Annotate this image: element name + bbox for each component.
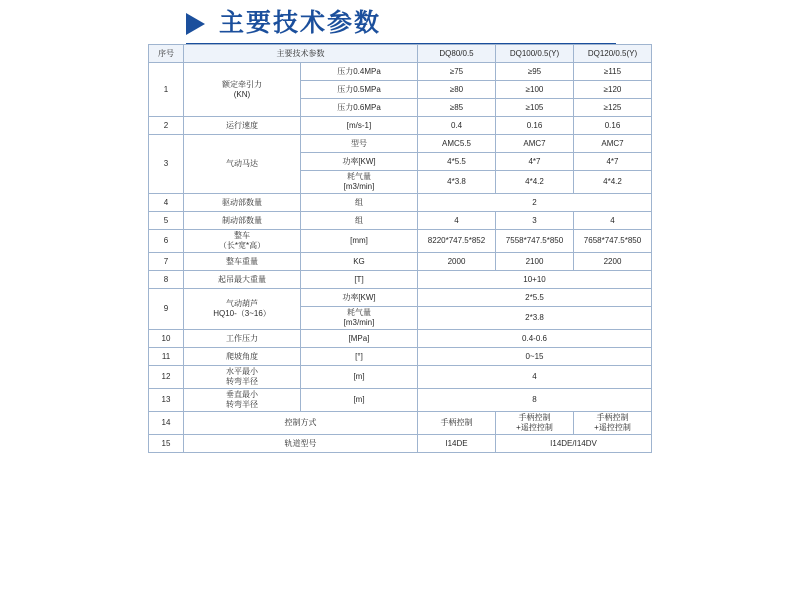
column-header-index: 序号 [149,45,184,63]
cell-value: 0.4 [418,117,496,135]
row-index: 2 [149,117,184,135]
table-row [149,271,652,289]
table-row [149,330,652,348]
row-name: 起吊最大重量 [184,271,301,289]
triangle-right-icon [186,13,205,35]
cell-value: ≥85 [418,99,496,117]
cell-value: ≥115 [574,63,652,81]
cell-value: 2100 [496,253,574,271]
row-name: 气动葫芦 HQ10-（3~16） [184,289,301,330]
table-row [149,135,652,153]
cell-value: ≥105 [496,99,574,117]
row-index: 12 [149,366,184,389]
cell-value: 4 [574,212,652,230]
row-subname: [m] [301,366,418,389]
row-subname: [°] [301,348,418,366]
row-subname: 组 [301,194,418,212]
row-subname: 功率[KW] [301,153,418,171]
table-row [149,389,652,412]
table-row [149,63,652,81]
table-row [149,435,652,453]
table-row [149,348,652,366]
row-subname: [MPa] [301,330,418,348]
row-index: 7 [149,253,184,271]
row-name: 整车 （长*宽*高） [184,230,301,253]
table-row [149,230,652,253]
row-index: 1 [149,63,184,117]
cell-value: AMC5.5 [418,135,496,153]
row-name: 整车重量 [184,253,301,271]
row-name: 垂直最小 转弯半径 [184,389,301,412]
row-subname: 组 [301,212,418,230]
row-name: 轨道型号 [184,435,418,453]
cell-value: I14DE [418,435,496,453]
row-index: 15 [149,435,184,453]
row-name: 水平最小 转弯半径 [184,366,301,389]
column-header-param: 主要技术参数 [184,45,418,63]
row-name: 爬坡角度 [184,348,301,366]
row-subname: 型号 [301,135,418,153]
cell-value: 4*4.2 [496,171,574,194]
row-name: 驱动部数量 [184,194,301,212]
table-row [149,212,652,230]
row-name: 控制方式 [184,412,418,435]
table-row [149,194,652,212]
cell-value: 4*5.5 [418,153,496,171]
cell-value: 0.16 [496,117,574,135]
cell-value: ≥100 [496,81,574,99]
cell-value: 8 [418,389,652,412]
cell-value: ≥125 [574,99,652,117]
cell-value: 4*3.8 [418,171,496,194]
cell-value: 手柄控制 [418,412,496,435]
cell-value: 2200 [574,253,652,271]
row-subname: [T] [301,271,418,289]
cell-value: 4 [418,212,496,230]
table-row [149,289,652,307]
row-name: 制动部数量 [184,212,301,230]
page-title-row [186,8,381,38]
cell-value: 0.16 [574,117,652,135]
cell-value: 手柄控制 +遥控控制 [574,412,652,435]
row-index: 14 [149,412,184,435]
cell-value: 4*7 [496,153,574,171]
cell-value: 2*5.5 [418,289,652,307]
table-header-row [149,45,652,63]
row-subname: 压力0.5MPa [301,81,418,99]
cell-value: 7558*747.5*850 [496,230,574,253]
row-subname: [m] [301,389,418,412]
cell-value: 0~15 [418,348,652,366]
row-subname: 功率[KW] [301,289,418,307]
table-row [149,366,652,389]
row-name: 工作压力 [184,330,301,348]
row-index: 5 [149,212,184,230]
row-subname: 压力0.6MPa [301,99,418,117]
row-index: 6 [149,230,184,253]
row-index: 13 [149,389,184,412]
column-header-model-2: DQ100/0.5(Y) [496,45,574,63]
cell-value: 0.4-0.6 [418,330,652,348]
spec-table [148,44,652,453]
cell-value: AMC7 [574,135,652,153]
row-subname: 耗气量 [m3/min] [301,307,418,330]
cell-value: ≥95 [496,63,574,81]
column-header-model-1: DQ80/0.5 [418,45,496,63]
row-subname: [mm] [301,230,418,253]
cell-value: 2 [418,194,652,212]
cell-value: AMC7 [496,135,574,153]
column-header-model-3: DQ120/0.5(Y) [574,45,652,63]
table-row [149,412,652,435]
row-index: 8 [149,271,184,289]
cell-value: 手柄控制 +遥控控制 [496,412,574,435]
row-index: 3 [149,135,184,194]
cell-value: 4 [418,366,652,389]
cell-value: ≥80 [418,81,496,99]
cell-value: ≥75 [418,63,496,81]
cell-value: 4*7 [574,153,652,171]
table-row [149,117,652,135]
page-title: 主要技术参数 [219,9,382,37]
row-subname: 耗气量 [m3/min] [301,171,418,194]
row-subname: 压力0.4MPa [301,63,418,81]
row-subname: [m/s-1] [301,117,418,135]
spec-table-body [149,45,652,453]
row-index: 11 [149,348,184,366]
row-name: 运行速度 [184,117,301,135]
cell-value: 4*4.2 [574,171,652,194]
row-index: 9 [149,289,184,330]
table-row [149,253,652,271]
row-index: 10 [149,330,184,348]
row-index: 4 [149,194,184,212]
cell-value: 10+10 [418,271,652,289]
cell-value: ≥120 [574,81,652,99]
row-subname: KG [301,253,418,271]
cell-value: I14DE/I14DV [496,435,652,453]
row-name: 气动马达 [184,135,301,194]
row-name: 额定牵引力 (KN) [184,63,301,117]
cell-value: 2000 [418,253,496,271]
cell-value: 2*3.8 [418,307,652,330]
cell-value: 3 [496,212,574,230]
cell-value: 8220*747.5*852 [418,230,496,253]
cell-value: 7658*747.5*850 [574,230,652,253]
